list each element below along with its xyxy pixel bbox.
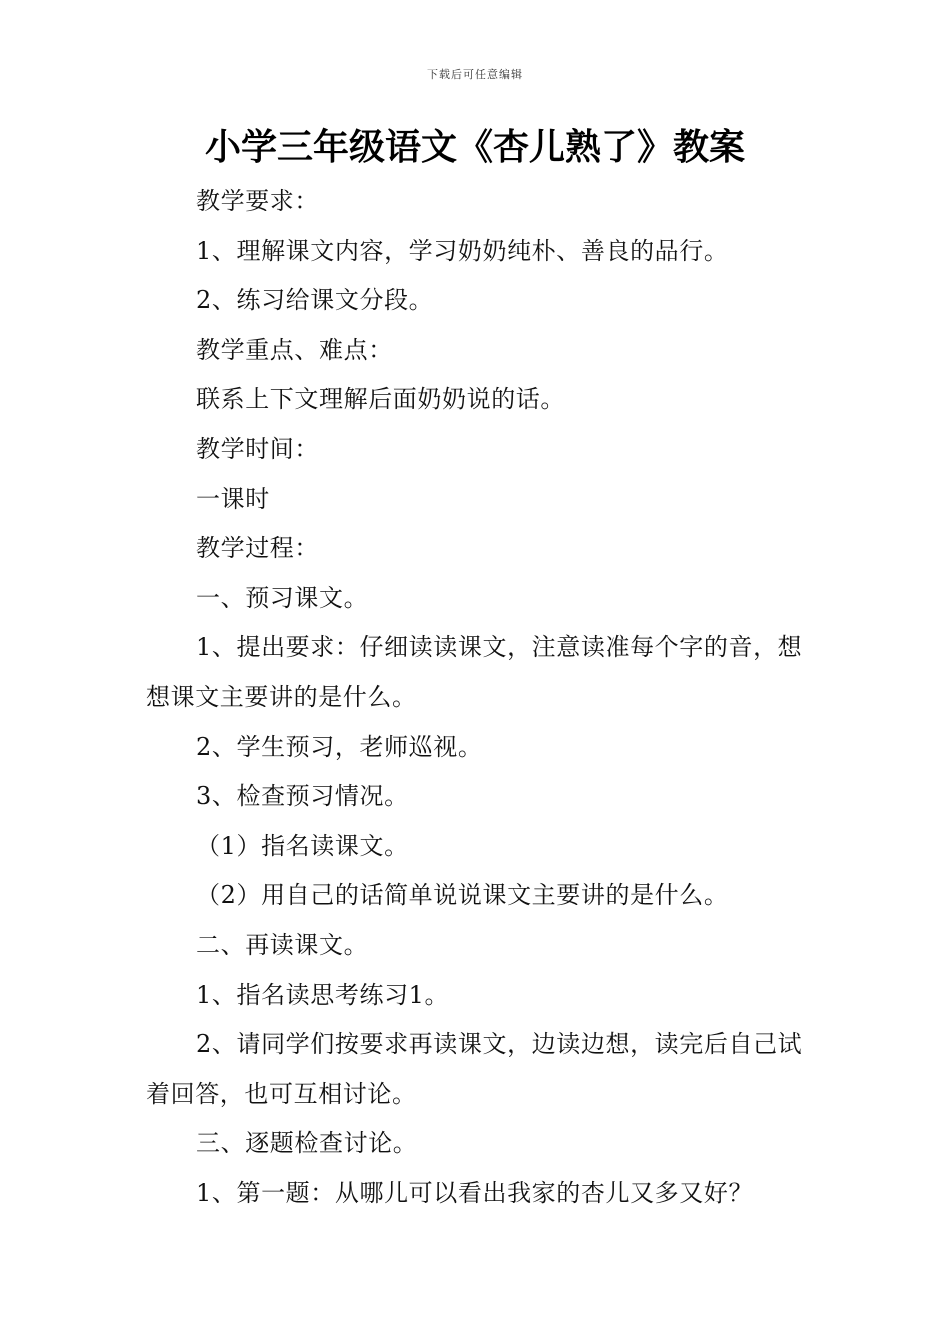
paragraph: 二、再读课文。 bbox=[196, 930, 369, 959]
paragraph: 三、逐题检查讨论。 bbox=[196, 1129, 418, 1158]
paragraph: 2、练习给课文分段。 bbox=[196, 286, 434, 315]
paragraph: 一课时 bbox=[196, 484, 270, 513]
paragraph: （1）指名读课文。 bbox=[196, 831, 409, 860]
paragraph: 1、指名读思考练习1。 bbox=[196, 980, 450, 1009]
paragraph: 2、学生预习，老师巡视。 bbox=[196, 732, 483, 761]
document-title: 小学三年级语文《杏儿熟了》教案 bbox=[204, 127, 745, 168]
paragraph: 1、提出要求：仔细读读课文，注意读准每个字的音，想想课文主要讲的是什么。 bbox=[146, 633, 803, 711]
paragraph: 3、检查预习情况。 bbox=[196, 782, 409, 811]
document-body bbox=[146, 177, 808, 1218]
paragraph: 教学时间： bbox=[196, 434, 319, 463]
paragraph: 教学重点、难点： bbox=[196, 335, 393, 364]
paragraph: 联系上下文理解后面奶奶说的话。 bbox=[196, 385, 565, 414]
page-header-note: 下载后可任意编辑 bbox=[427, 68, 523, 81]
paragraph: 一、预习课文。 bbox=[196, 583, 369, 612]
paragraph: 1、理解课文内容，学习奶奶纯朴、善良的品行。 bbox=[196, 236, 729, 265]
paragraph: （2）用自己的话简单说说课文主要讲的是什么。 bbox=[196, 881, 729, 910]
paragraph: 1、第一题：从哪儿可以看出我家的杏儿又多又好？ bbox=[196, 1178, 754, 1207]
paragraph: 教学过程： bbox=[196, 534, 319, 563]
paragraph: 教学要求： bbox=[196, 187, 319, 215]
paragraph: 2、请同学们按要求再读课文，边读边想，读完后自己试着回答，也可互相讨论。 bbox=[146, 1030, 803, 1108]
